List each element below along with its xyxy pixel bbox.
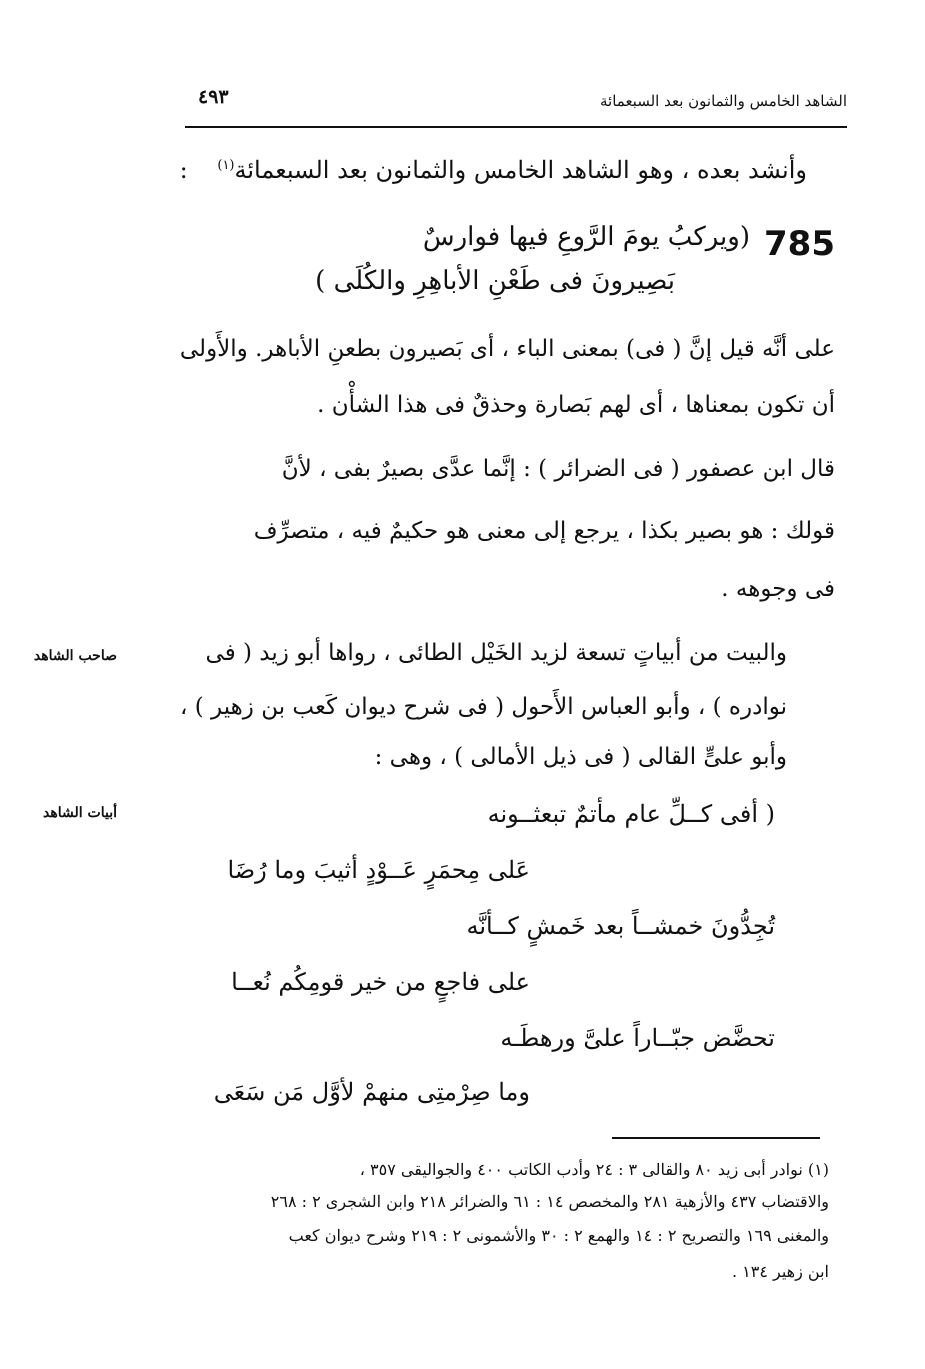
page-number: ٤٩٣ <box>198 86 229 108</box>
body-line-7: نوادره ) ، وأبو العباس الأَحول ( فى شرح ديوان كَعب بن زهير ) ، <box>180 694 787 720</box>
poem-line-4: على فاجعٍ من خير قومِكُم نُعــا <box>231 968 530 996</box>
poem-line-3: تُجِدُّونَ خمشــاً بعد خَمشٍ كــأنَّه <box>466 912 775 940</box>
intro-text: وأنشد بعده ، وهو الشاهد الخامس والثمانون بعد السبعمائة <box>234 156 807 184</box>
verse-number: 785 <box>764 224 835 264</box>
margin-note-author: صاحب الشاهد <box>33 648 117 664</box>
margin-note-verses: أبيات الشاهد <box>43 805 117 821</box>
footnote-line-4: ابن زهير ١٣٤ . <box>731 1262 829 1281</box>
verse-second-hemistich: بَصِيرونَ فى طَعْنِ الأباهِرِ والكُلَى ) <box>315 266 675 296</box>
body-line-5: فى وجوهه . <box>721 576 835 602</box>
body-line-3: قال ابن عصفور ( فى الضرائر ) : إنَّما عدَّى بصيرٌ بفى ، لأنَّ <box>281 456 835 482</box>
intro-colon: : <box>179 156 188 184</box>
body-line-2: أن تكون بمعناها ، أى لهم بَصارة وحذقٌ فى هذا الشأْن . <box>317 392 835 418</box>
poem-line-1: ( أفى كــلِّ عام مأتمٌ تبعثــونه <box>487 800 775 828</box>
footnote-line-1: (١) نوادر أبى زيد ٨٠ والقالى ٣ : ٢٤ وأدب الكاتب ٤٠٠ والجواليقى ٣٥٧ ، <box>359 1160 829 1179</box>
body-line-6: والبيت من أبياتٍ تسعة لزيد الخَيْل الطائى ، رواها أبو زيد ( فى <box>205 640 787 666</box>
verse-first-hemistich: (ويركبُ يومَ الرَّوعِ فيها فوارسٌ <box>422 222 750 252</box>
body-line-1: على أنَّه قيل إنَّ ( فى) بمعنى الباء ، أى بَصيرون بطعنِ الأباهر. والأَولى <box>179 336 835 362</box>
poem-line-2: عَلى مِحمَرٍ عَــوْدٍ أثيبَ وما رُضَا <box>227 856 530 884</box>
body-line-8: وأبو علىٍّ القالى ( فى ذيل الأمالى ) ، وهى : <box>374 744 787 770</box>
footnote-line-3: والمغنى ١٦٩ والتصريح ٢ : ١٤ والهمع ٢ : ٣٠ والأشمونى ٢ : ٢١٩ وشرح ديوان كعب <box>288 1226 829 1245</box>
poem-line-6: وما صِرْمتِى منهمْ لأوَّل مَن سَعَى <box>213 1078 530 1106</box>
footnote-rule <box>612 1137 820 1139</box>
footnote-line-2: والاقتضاب ٤٣٧ والأزهية ٢٨١ والمخصص ١٤ : ٦١ والضرائر ٢١٨ وابن الشجرى ٢ : ٢٦٨ <box>270 1192 829 1211</box>
footnote-marker: (١) <box>217 158 235 173</box>
running-header-title: الشاهد الخامس والثمانون بعد السبعمائة <box>599 92 847 110</box>
header-rule <box>185 126 847 128</box>
body-line-4: قولك : هو بصير بكذا ، يرجع إلى معنى هو حكيمٌ فيه ، متصرِّف <box>253 518 835 544</box>
poem-line-5: تحضَّض جبّــاراً علىَّ ورهطَـه <box>500 1024 775 1052</box>
intro-line <box>180 156 807 184</box>
